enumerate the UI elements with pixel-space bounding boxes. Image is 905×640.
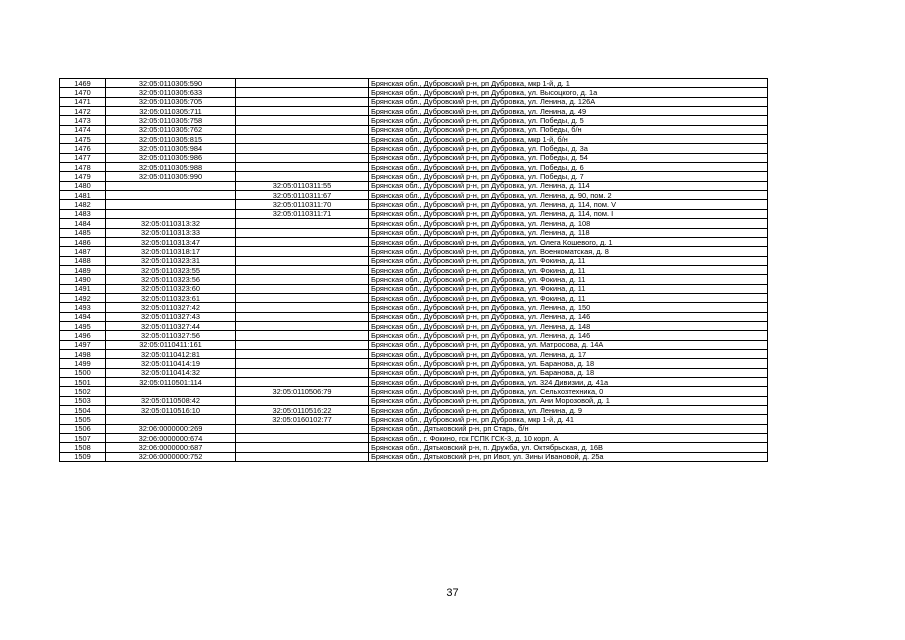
- cadastral-number-cell: 32:05:0110305:633: [106, 88, 236, 97]
- row-number-cell: 1473: [60, 116, 106, 125]
- row-number-cell: 1503: [60, 396, 106, 405]
- related-cadastral-number-cell: [236, 293, 369, 302]
- table-row: [60, 312, 768, 321]
- row-number-cell: 1491: [60, 284, 106, 293]
- row-number-cell: 1474: [60, 125, 106, 134]
- cadastral-number-cell: 32:05:0110501:114: [106, 378, 236, 387]
- cadastral-number-cell: 32:05:0110327:42: [106, 303, 236, 312]
- address-cell: Брянская обл., Дубровский р-н, рп Дубровка, ул. Матросова, д. 14А: [369, 340, 768, 349]
- table-row: [60, 368, 768, 377]
- related-cadastral-number-cell: [236, 396, 369, 405]
- table-row: [60, 321, 768, 330]
- table-row: [60, 209, 768, 218]
- records-table-body: [60, 79, 768, 462]
- address-cell: Брянская обл., Дубровский р-н, рп Дубровка, ул. Военкоматская, д. 8: [369, 247, 768, 256]
- records-table: [59, 78, 768, 462]
- related-cadastral-number-cell: [236, 219, 369, 228]
- table-row: [60, 144, 768, 153]
- cadastral-number-cell: [106, 181, 236, 190]
- cadastral-number-cell: [106, 191, 236, 200]
- table-row: [60, 331, 768, 340]
- related-cadastral-number-cell: [236, 256, 369, 265]
- cadastral-number-cell: [106, 209, 236, 218]
- table-row: [60, 107, 768, 116]
- related-cadastral-number-cell: [236, 79, 369, 88]
- address-cell: Брянская обл., Дубровский р-н, рп Дубровка, ул. Ленина, д. 49: [369, 107, 768, 116]
- address-cell: Брянская обл., Дубровский р-н, рп Дубровка, ул. Победы, д. 5: [369, 116, 768, 125]
- row-number-cell: 1472: [60, 107, 106, 116]
- table-row: [60, 88, 768, 97]
- table-row: [60, 247, 768, 256]
- table-row: [60, 116, 768, 125]
- table-row: [60, 79, 768, 88]
- address-cell: Брянская обл., Дубровский р-н, рп Дубровка, ул. Высоцкого, д. 1а: [369, 88, 768, 97]
- row-number-cell: 1484: [60, 219, 106, 228]
- address-cell: Брянская обл., Дубровский р-н, рп Дубровка, ул. Фокина, д. 11: [369, 265, 768, 274]
- cadastral-number-cell: 32:05:0110305:990: [106, 172, 236, 181]
- row-number-cell: 1471: [60, 97, 106, 106]
- table-row: [60, 256, 768, 265]
- related-cadastral-number-cell: [236, 275, 369, 284]
- address-cell: Брянская обл., Дубровский р-н, рп Дубровка, ул. Фокина, д. 11: [369, 293, 768, 302]
- cadastral-number-cell: 32:05:0110323:55: [106, 265, 236, 274]
- address-cell: Брянская обл., г. Фокино, гск ГСПК ГСК-3, д. 10 корп. А: [369, 434, 768, 443]
- row-number-cell: 1487: [60, 247, 106, 256]
- address-cell: Брянская обл., Дубровский р-н, рп Дубровка, ул. Ленина, д. 114: [369, 181, 768, 190]
- table-row: [60, 135, 768, 144]
- related-cadastral-number-cell: 32:05:0110311:70: [236, 200, 369, 209]
- table-row: [60, 284, 768, 293]
- row-number-cell: 1477: [60, 153, 106, 162]
- row-number-cell: 1496: [60, 331, 106, 340]
- cadastral-number-cell: 32:05:0110305:758: [106, 116, 236, 125]
- related-cadastral-number-cell: [236, 452, 369, 461]
- cadastral-number-cell: 32:05:0110305:762: [106, 125, 236, 134]
- cadastral-number-cell: [106, 415, 236, 424]
- address-cell: Брянская обл., Дубровский р-н, рп Дубровка, ул. Победы, б/н: [369, 125, 768, 134]
- related-cadastral-number-cell: [236, 153, 369, 162]
- row-number-cell: 1481: [60, 191, 106, 200]
- cadastral-number-cell: 32:05:0110327:44: [106, 321, 236, 330]
- cadastral-number-cell: 32:05:0110327:56: [106, 331, 236, 340]
- address-cell: Брянская обл., Дубровский р-н, рп Дубровка, мкр 1-й, д. 1: [369, 79, 768, 88]
- row-number-cell: 1469: [60, 79, 106, 88]
- cadastral-number-cell: 32:05:0110516:10: [106, 406, 236, 415]
- row-number-cell: 1485: [60, 228, 106, 237]
- address-cell: Брянская обл., Дубровский р-н, рп Дубровка, ул. Ленина, д. 9: [369, 406, 768, 415]
- table-row: [60, 434, 768, 443]
- related-cadastral-number-cell: [236, 443, 369, 452]
- related-cadastral-number-cell: [236, 135, 369, 144]
- address-cell: Брянская обл., Дубровский р-н, рп Дубровка, ул. Фокина, д. 11: [369, 256, 768, 265]
- table-row: [60, 191, 768, 200]
- row-number-cell: 1499: [60, 359, 106, 368]
- row-number-cell: 1486: [60, 237, 106, 246]
- address-cell: Брянская обл., Дубровский р-н, рп Дубровка, ул. Победы, д. 7: [369, 172, 768, 181]
- row-number-cell: 1489: [60, 265, 106, 274]
- related-cadastral-number-cell: [236, 265, 369, 274]
- related-cadastral-number-cell: [236, 247, 369, 256]
- cadastral-number-cell: 32:05:0110305:988: [106, 163, 236, 172]
- related-cadastral-number-cell: [236, 97, 369, 106]
- related-cadastral-number-cell: [236, 312, 369, 321]
- address-cell: Брянская обл., Дубровский р-н, рп Дубровка, ул. Ленина, д. 90, пом. 2: [369, 191, 768, 200]
- cadastral-number-cell: 32:05:0110305:986: [106, 153, 236, 162]
- related-cadastral-number-cell: 32:05:0160102:77: [236, 415, 369, 424]
- address-cell: Брянская обл., Дятьковский р-н, п. Дружба, ул. Октябрьская, д. 16В: [369, 443, 768, 452]
- table-row: [60, 153, 768, 162]
- cadastral-number-cell: 32:06:0000000:674: [106, 434, 236, 443]
- row-number-cell: 1500: [60, 368, 106, 377]
- related-cadastral-number-cell: [236, 116, 369, 125]
- table-row: [60, 219, 768, 228]
- row-number-cell: 1508: [60, 443, 106, 452]
- related-cadastral-number-cell: [236, 349, 369, 358]
- row-number-cell: 1492: [60, 293, 106, 302]
- row-number-cell: 1479: [60, 172, 106, 181]
- cadastral-number-cell: 32:05:0110313:33: [106, 228, 236, 237]
- row-number-cell: 1482: [60, 200, 106, 209]
- row-number-cell: 1505: [60, 415, 106, 424]
- related-cadastral-number-cell: [236, 424, 369, 433]
- related-cadastral-number-cell: [236, 107, 369, 116]
- address-cell: Брянская обл., Дубровский р-н, рп Дубровка, ул. Ленина, д. 17: [369, 349, 768, 358]
- table-row: [60, 406, 768, 415]
- related-cadastral-number-cell: [236, 144, 369, 153]
- cadastral-number-cell: [106, 387, 236, 396]
- cadastral-number-cell: 32:06:0000000:687: [106, 443, 236, 452]
- row-number-cell: 1470: [60, 88, 106, 97]
- related-cadastral-number-cell: 32:05:0110311:55: [236, 181, 369, 190]
- table-row: [60, 125, 768, 134]
- table-row: [60, 265, 768, 274]
- address-cell: Брянская обл., Дубровский р-н, рп Дубровка, ул. Победы, д. 6: [369, 163, 768, 172]
- related-cadastral-number-cell: [236, 434, 369, 443]
- cadastral-number-cell: 32:05:0110305:711: [106, 107, 236, 116]
- table-row: [60, 228, 768, 237]
- cadastral-number-cell: 32:05:0110305:815: [106, 135, 236, 144]
- address-cell: Брянская обл., Дубровский р-н, рп Дубровка, ул. Баранова, д. 18: [369, 359, 768, 368]
- related-cadastral-number-cell: [236, 359, 369, 368]
- row-number-cell: 1475: [60, 135, 106, 144]
- address-cell: Брянская обл., Дубровский р-н, рп Дубровка, мкр 1-й, б/н: [369, 135, 768, 144]
- address-cell: Брянская обл., Дубровский р-н, рп Дубровка, ул. Ани Морозовой, д. 1: [369, 396, 768, 405]
- address-cell: Брянская обл., Дубровский р-н, рп Дубровка, ул. Сельхозтехника, 0: [369, 387, 768, 396]
- related-cadastral-number-cell: [236, 303, 369, 312]
- table-row: [60, 275, 768, 284]
- cadastral-number-cell: 32:05:0110305:984: [106, 144, 236, 153]
- row-number-cell: 1501: [60, 378, 106, 387]
- table-row: [60, 303, 768, 312]
- table-row: [60, 97, 768, 106]
- table-row: [60, 293, 768, 302]
- related-cadastral-number-cell: [236, 321, 369, 330]
- table-row: [60, 452, 768, 461]
- address-cell: Брянская обл., Дубровский р-н, рп Дубровка, ул. Ленина, д. 118: [369, 228, 768, 237]
- row-number-cell: 1476: [60, 144, 106, 153]
- page-number: 37: [446, 587, 459, 599]
- cadastral-number-cell: 32:05:0110508:42: [106, 396, 236, 405]
- table-row: [60, 200, 768, 209]
- address-cell: Брянская обл., Дубровский р-н, рп Дубровка, ул. Ленина, д. 146: [369, 312, 768, 321]
- related-cadastral-number-cell: 32:05:0110506:79: [236, 387, 369, 396]
- address-cell: Брянская обл., Дубровский р-н, рп Дубровка, мкр 1-й, д. 41: [369, 415, 768, 424]
- address-cell: Брянская обл., Дубровский р-н, рп Дубровка, ул. Ленина, д. 146: [369, 331, 768, 340]
- cadastral-number-cell: 32:05:0110323:60: [106, 284, 236, 293]
- cadastral-number-cell: 32:05:0110323:61: [106, 293, 236, 302]
- row-number-cell: 1497: [60, 340, 106, 349]
- related-cadastral-number-cell: 32:05:0110311:67: [236, 191, 369, 200]
- address-cell: Брянская обл., Дубровский р-н, рп Дубровка, ул. Ленина, д. 114, пом. I: [369, 209, 768, 218]
- table-row: [60, 349, 768, 358]
- row-number-cell: 1495: [60, 321, 106, 330]
- cadastral-number-cell: 32:05:0110412:81: [106, 349, 236, 358]
- table-row: [60, 424, 768, 433]
- cadastral-number-cell: 32:05:0110313:32: [106, 219, 236, 228]
- cadastral-number-cell: 32:06:0000000:269: [106, 424, 236, 433]
- row-number-cell: 1498: [60, 349, 106, 358]
- cadastral-number-cell: 32:05:0110323:56: [106, 275, 236, 284]
- related-cadastral-number-cell: 32:05:0110311:71: [236, 209, 369, 218]
- address-cell: Брянская обл., Дубровский р-н, рп Дубровка, ул. Олега Кошевого, д. 1: [369, 237, 768, 246]
- related-cadastral-number-cell: [236, 88, 369, 97]
- table-row: [60, 163, 768, 172]
- related-cadastral-number-cell: [236, 125, 369, 134]
- related-cadastral-number-cell: 32:05:0110516:22: [236, 406, 369, 415]
- address-cell: Брянская обл., Дубровский р-н, рп Дубровка, ул. Фокина, д. 11: [369, 284, 768, 293]
- related-cadastral-number-cell: [236, 340, 369, 349]
- table-row: [60, 181, 768, 190]
- cadastral-number-cell: 32:06:0000000:752: [106, 452, 236, 461]
- cadastral-number-cell: [106, 200, 236, 209]
- table-row: [60, 415, 768, 424]
- cadastral-number-cell: 32:05:0110411:161: [106, 340, 236, 349]
- related-cadastral-number-cell: [236, 163, 369, 172]
- address-cell: Брянская обл., Дубровский р-н, рп Дубровка, ул. 324 Дивизии, д. 41а: [369, 378, 768, 387]
- table-row: [60, 378, 768, 387]
- row-number-cell: 1494: [60, 312, 106, 321]
- row-number-cell: 1483: [60, 209, 106, 218]
- table-row: [60, 359, 768, 368]
- table-row: [60, 340, 768, 349]
- row-number-cell: 1490: [60, 275, 106, 284]
- related-cadastral-number-cell: [236, 228, 369, 237]
- address-cell: Брянская обл., Дубровский р-н, рп Дубровка, ул. Ленина, д. 126А: [369, 97, 768, 106]
- address-cell: Брянская обл., Дубровский р-н, рп Дубровка, ул. Ленина, д. 108: [369, 219, 768, 228]
- cadastral-number-cell: 32:05:0110327:43: [106, 312, 236, 321]
- row-number-cell: 1480: [60, 181, 106, 190]
- address-cell: Брянская обл., Дубровский р-н, рп Дубровка, ул. Победы, д. 54: [369, 153, 768, 162]
- address-cell: Брянская обл., Дубровский р-н, рп Дубровка, ул. Ленина, д. 148: [369, 321, 768, 330]
- cadastral-number-cell: 32:05:0110313:47: [106, 237, 236, 246]
- table-row: [60, 387, 768, 396]
- address-cell: Брянская обл., Дубровский р-н, рп Дубровка, ул. Ленина, д. 150: [369, 303, 768, 312]
- related-cadastral-number-cell: [236, 284, 369, 293]
- address-cell: Брянская обл., Дубровский р-н, рп Дубровка, ул. Ленина, д. 114, пом. V: [369, 200, 768, 209]
- address-cell: Брянская обл., Дятьковский р-н, рп Ивот, ул. Зины Ивановой, д. 25а: [369, 452, 768, 461]
- cadastral-number-cell: 32:05:0110414:19: [106, 359, 236, 368]
- address-cell: Брянская обл., Дубровский р-н, рп Дубровка, ул. Фокина, д. 11: [369, 275, 768, 284]
- cadastral-number-cell: 32:05:0110323:31: [106, 256, 236, 265]
- row-number-cell: 1509: [60, 452, 106, 461]
- related-cadastral-number-cell: [236, 237, 369, 246]
- cadastral-number-cell: 32:05:0110414:32: [106, 368, 236, 377]
- row-number-cell: 1507: [60, 434, 106, 443]
- cadastral-number-cell: 32:05:0110305:590: [106, 79, 236, 88]
- table-row: [60, 396, 768, 405]
- related-cadastral-number-cell: [236, 172, 369, 181]
- related-cadastral-number-cell: [236, 331, 369, 340]
- table-row: [60, 443, 768, 452]
- table-row: [60, 237, 768, 246]
- related-cadastral-number-cell: [236, 378, 369, 387]
- row-number-cell: 1502: [60, 387, 106, 396]
- row-number-cell: 1504: [60, 406, 106, 415]
- address-cell: Брянская обл., Дубровский р-н, рп Дубровка, ул. Баранова, д. 18: [369, 368, 768, 377]
- row-number-cell: 1478: [60, 163, 106, 172]
- cadastral-number-cell: 32:05:0110318:17: [106, 247, 236, 256]
- address-cell: Брянская обл., Дубровский р-н, рп Дубровка, ул. Победы, д. 3а: [369, 144, 768, 153]
- table-row: [60, 172, 768, 181]
- related-cadastral-number-cell: [236, 368, 369, 377]
- address-cell: Брянская обл., Дятьковский р-н, рп Старь, б/н: [369, 424, 768, 433]
- row-number-cell: 1488: [60, 256, 106, 265]
- row-number-cell: 1506: [60, 424, 106, 433]
- row-number-cell: 1493: [60, 303, 106, 312]
- cadastral-number-cell: 32:05:0110305:705: [106, 97, 236, 106]
